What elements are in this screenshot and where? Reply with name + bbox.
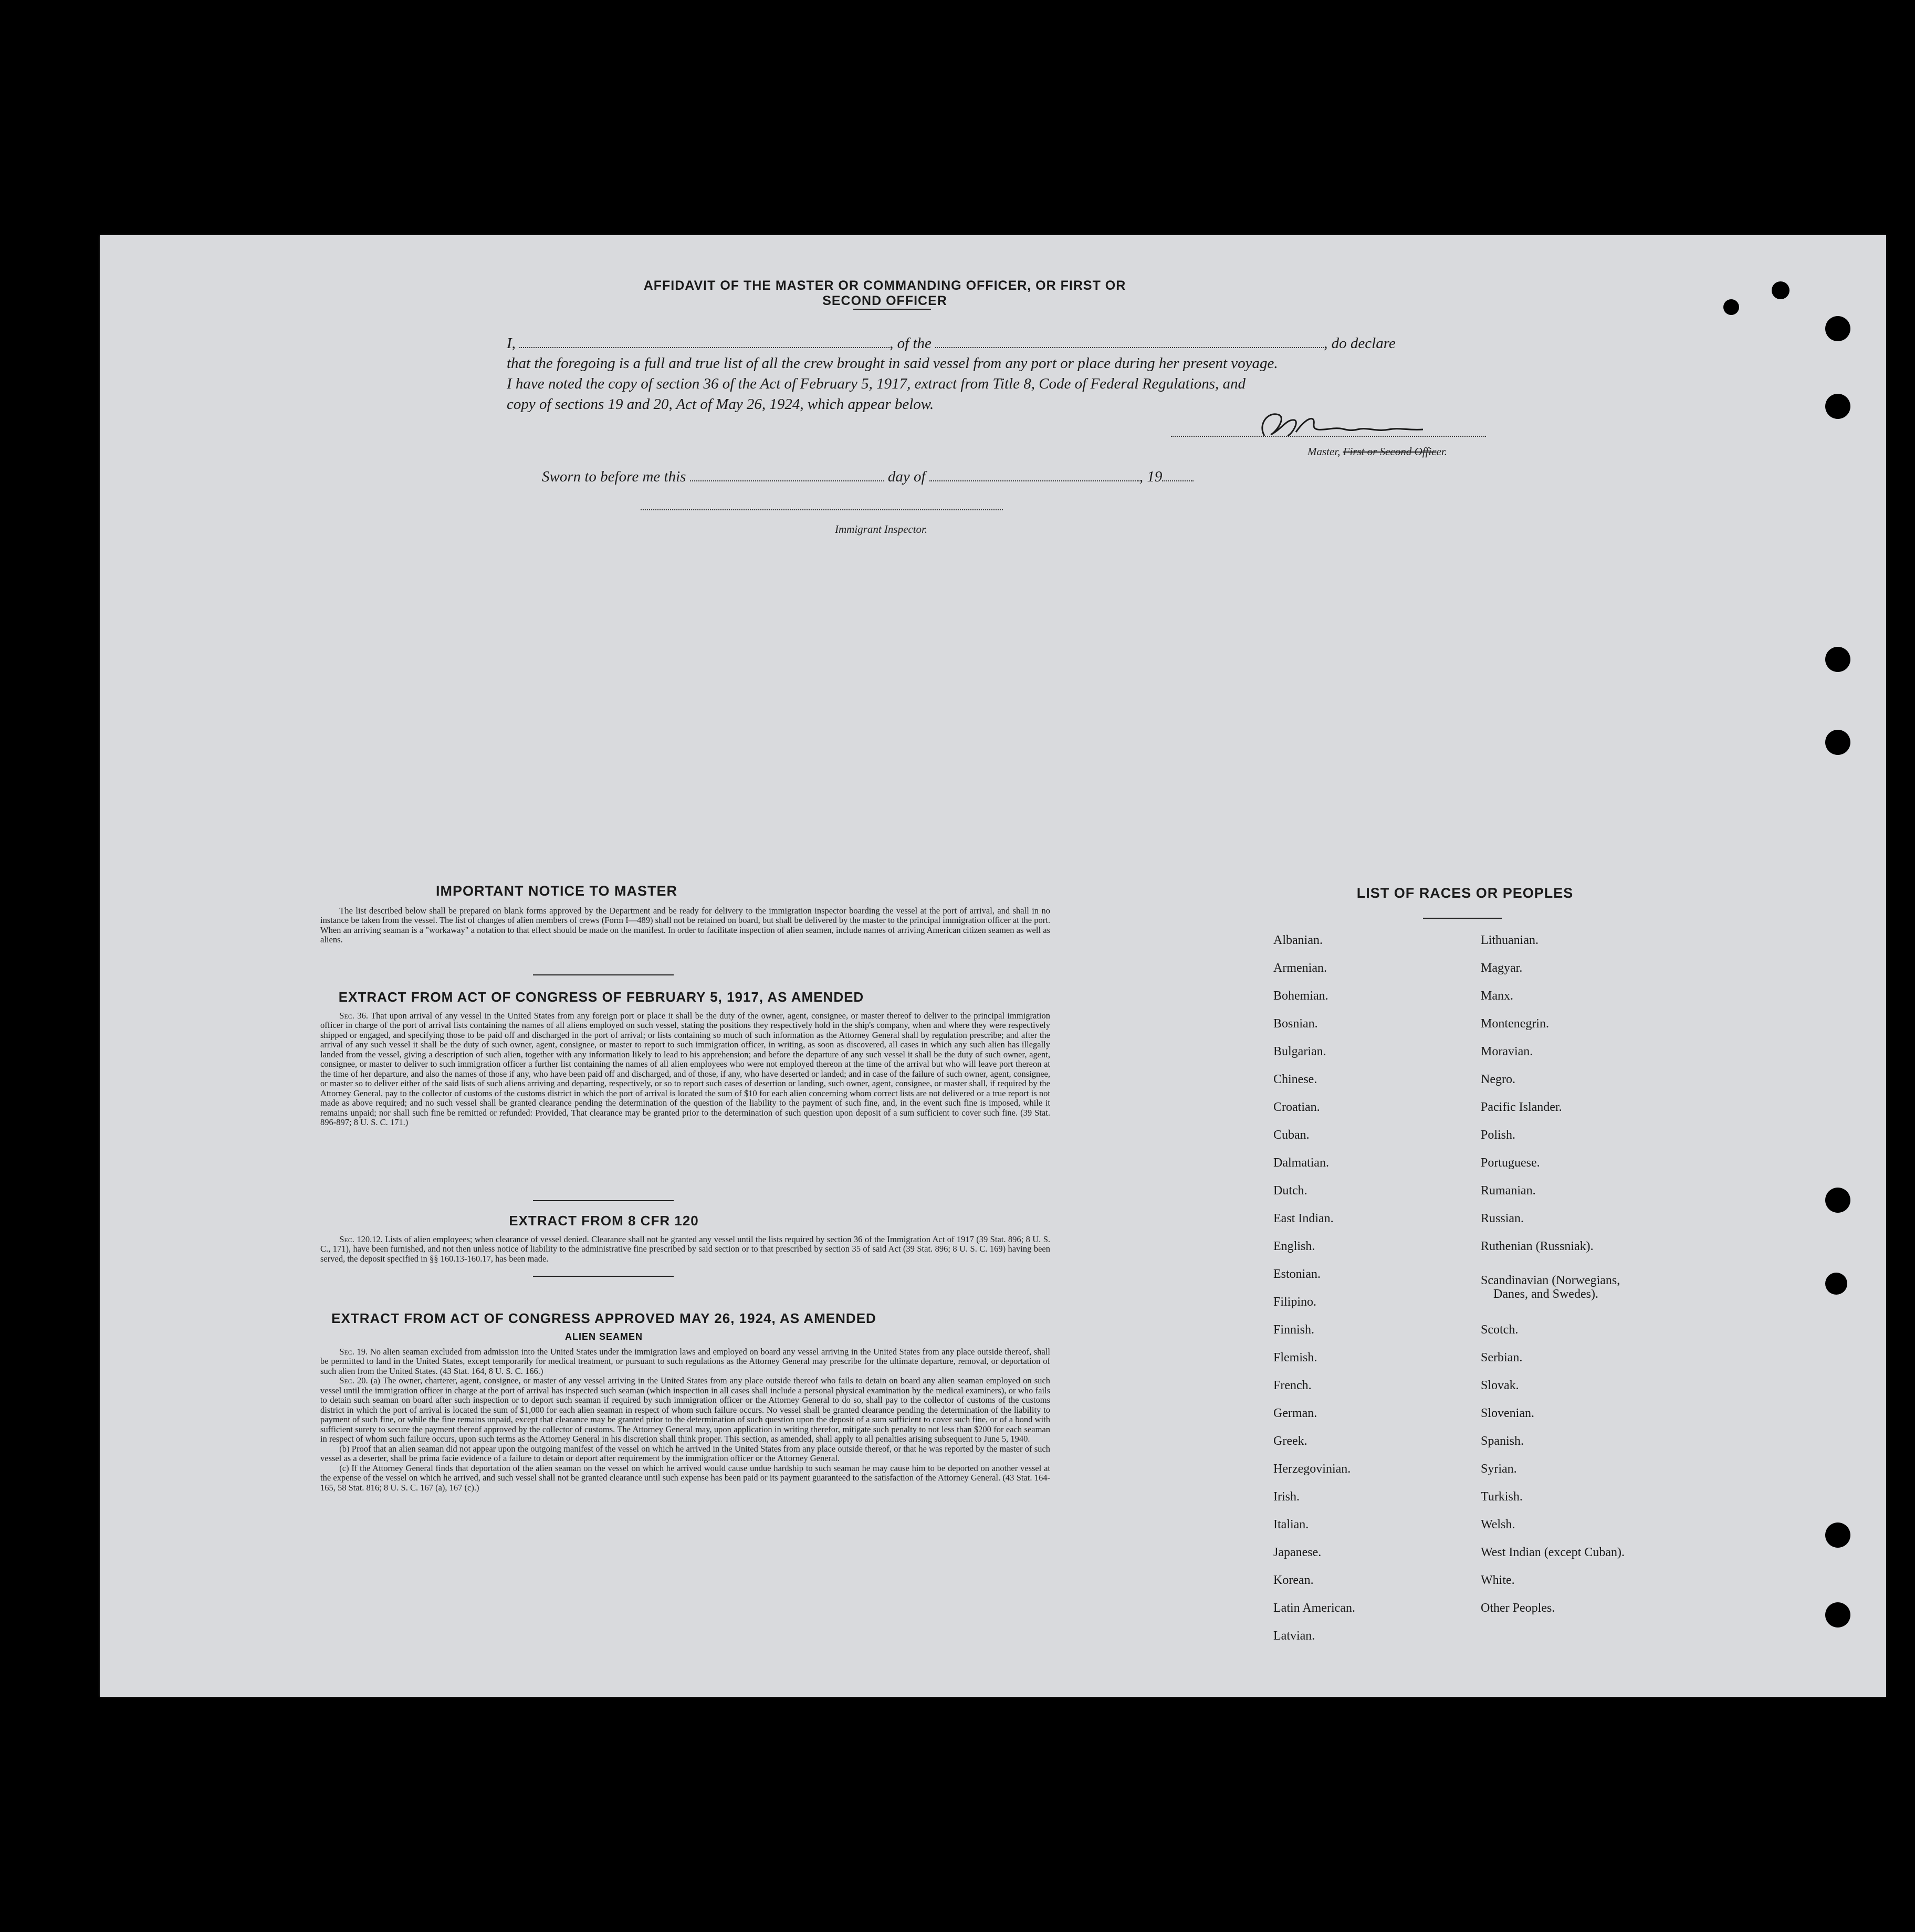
race-item: Spanish. (1481, 1434, 1524, 1448)
notice-heading: IMPORTANT NOTICE TO MASTER (436, 883, 677, 899)
race-item: Scandinavian (Norwegians, (1481, 1274, 1620, 1287)
extract-1917-rule (533, 1200, 674, 1201)
race-item: Syrian. (1481, 1462, 1517, 1476)
sworn-line (542, 468, 1194, 486)
race-item: Magyar. (1481, 961, 1523, 975)
extract-cfr-heading: EXTRACT FROM 8 CFR 120 (509, 1213, 699, 1228)
race-item: Bohemian. (1273, 989, 1328, 1003)
binder-hole (1825, 730, 1850, 755)
sec-19-label: Sec. 19. (339, 1347, 368, 1357)
affidavit-of-the-label: , of the (890, 335, 932, 352)
binder-hole (1825, 1273, 1847, 1295)
race-item: Armenian. (1273, 961, 1327, 975)
sworn-day-field[interactable] (690, 469, 884, 481)
notice-body (320, 906, 1050, 945)
affidavit-line-1 (507, 335, 1396, 352)
race-item: Moravian. (1481, 1045, 1533, 1058)
notice-paragraph: The list described below shall be prepared on blank forms approved by the Department and be ready for delivery to the immigration inspector boarding the vessel at the port of arrival, and shall in no instance be taken from the vessel. The list of changes of alien members of crews (Form I—489) shall not be retained on board, but shall be delivered by the master to the principal immigration officer at the port. When an arriving seaman is a "workaway" a notation to that effect should be made on the manifest. In order to facilitate inspection of alien seamen, include names of arriving American citizen seamen as well as aliens. (320, 906, 1050, 945)
race-item: Danes, and Swedes). (1493, 1287, 1598, 1301)
binder-hole (1825, 647, 1850, 672)
extract-cfr-body (320, 1235, 1050, 1264)
race-item: White. (1481, 1573, 1515, 1587)
race-item: Irish. (1273, 1490, 1300, 1504)
binder-hole (1825, 394, 1850, 419)
race-item: Negro. (1481, 1073, 1515, 1086)
sworn-day-label: day of (887, 468, 926, 485)
affidavit-line-2: that the foregoing is a full and true list of all the crew brought in said vessel from any port or place during her present voyage. (507, 355, 1278, 372)
race-item: Italian. (1273, 1518, 1309, 1531)
affidavit-line-4: copy of sections 19 and 20, Act of May 26, 1924, which appear below. (507, 396, 934, 413)
sec-120-12-text: Lists of alien employees; when clearance of vessel denied. Clearance shall not be granted any vessel until the lists required by section 36 of the Immigration Act of 1917 (39 Stat. 896; 8 U. S. C., 171), have been furnished, and not then unless notice of liability to the administrative fine prescribed by said section or to that prescribed by section 35 of said Act (39 Stat. 896; 8 U. S. C. 169) having been served, the deposit specified in §§ 160.13-160.17, has been made. (320, 1234, 1051, 1264)
race-item: Japanese. (1273, 1546, 1322, 1559)
race-item: Rumanian. (1481, 1184, 1536, 1198)
race-item: Portuguese. (1481, 1156, 1540, 1170)
sworn-year-label: , 19 (1139, 468, 1163, 485)
race-item: German. (1273, 1406, 1317, 1420)
race-item: Lithuanian. (1481, 933, 1539, 947)
race-item: Filipino. (1273, 1295, 1317, 1309)
race-item: Croatian. (1273, 1100, 1320, 1114)
master-name-field[interactable] (519, 335, 890, 348)
binder-hole (1825, 1522, 1850, 1548)
race-item: Korean. (1273, 1573, 1314, 1587)
race-item: Herzegovinian. (1273, 1462, 1351, 1476)
race-item: Latin American. (1273, 1601, 1355, 1615)
sec-19-text: No alien seaman excluded from admission into the United States under the immigration laws and employed on board any vessel arriving in the United States from any place outside thereof, shall be permitted to land in the United States, except temporarily for medical treatment, or pursuant to such regulations as the Attorney General may prescribe for the ultimate departure, removal, or deportation of such alien from the United States. (43 Stat. 164, 8 U. S. C. 166.) (320, 1347, 1050, 1376)
affidavit-i-label: I, (507, 335, 516, 352)
binder-hole (1825, 316, 1850, 341)
race-item: Polish. (1481, 1128, 1516, 1142)
race-item: Welsh. (1481, 1518, 1515, 1531)
race-item: Scotch. (1481, 1323, 1519, 1337)
affidavit-declare-label: , do declare (1324, 335, 1396, 352)
race-item: Flemish. (1273, 1351, 1317, 1364)
sworn-prefix: Sworn to before me this (542, 468, 686, 485)
races-heading: LIST OF RACES OR PEOPLES (1356, 885, 1574, 901)
affidavit-line-3: I have noted the copy of section 36 of the Act of February 5, 1917, extract from Title 8, Code of Federal Regulations, and (507, 375, 1246, 392)
sec-20c-text: (c) If the Attorney General finds that deportation of the alien seaman on the vessel on which he arrived would cause undue hardship to such seaman he may cause him to be deported on another vessel at the expense of the vessel on which he arrived, and such vessel shall not be granted clearance until such expense has been paid or its payment guaranteed to the satisfaction of the Attorney General. (43 Stat. 164-165, 58 Stat. 816; 8 U. S. C. 167 (a), 167 (c).) (320, 1463, 1050, 1493)
race-item: Cuban. (1273, 1128, 1310, 1142)
signature-line[interactable] (1171, 436, 1486, 437)
race-item: Dutch. (1273, 1184, 1307, 1198)
sec-36-label: Sec. 36. (339, 1011, 368, 1021)
race-item: Pacific Islander. (1481, 1100, 1562, 1114)
extract-1917-body (320, 1011, 1050, 1128)
extract-1917-heading: EXTRACT FROM ACT OF CONGRESS OF FEBRUARY 5, 1917, AS AMENDED (338, 989, 864, 1005)
sworn-year-field[interactable] (1162, 469, 1194, 481)
signature-label-end: er. (1436, 445, 1447, 458)
race-item: Bosnian. (1273, 1017, 1318, 1031)
sec-36-text: That upon arrival of any vessel in the United States from any foreign port or place it shall be the duty of the owner, agent, consignee, or master thereof to deliver to the principal immigration officer in charge of the port of arrival lists containing the names of all aliens employed on such vessel, stating the positions they respectively hold in the ship's company, when and where they were respectively shipped or engaged, and specifying those to be paid off and discharged in the port of arrival; or lists containing so much of such information as the Attorney General shall by regulation prescribe; and after the arrival of any such vessel it shall be the duty of such owner, agent, consignee, or master to report to such immigration officer, in writing, as soon as discovered, all cases in which any such alien has illegally landed from the vessel, giving a description of such alien, together with any information likely to lead to his apprehension; and before the departure of any such vessel it shall be the duty of such owner, agent, consignee, or master to deliver to such immigration officer a further list containing the names of all alien employees who were not employed thereon at the time of the arrival but who will leave port thereon at the time of her departure, and also the names of those if any, who have been paid off and discharged, and of those, if any, who have deserted or landed; and in case of the failure of such owner, agent, consignee, or master so to deliver either of the said lists of such aliens arriving and departing, respectively, or so to report such cases of desertion or landing, such owner, agent, consignee, or master shall, if required by the Attorney General, pay to the collector of customs of the customs district in which the port of arrival is located the sum of $10 for each alien concerning whom correct lists are not delivered or a true report is not made as above required; and no such vessel shall be granted clearance pending the determination of the question of the liability to the payment of such fine, and, in the event such fine is imposed, while it remains unpaid; nor shall such fine be remitted or refunded: Provided, That clearance may be granted prior to the determination of such question upon deposit of a sum sufficient to cover such fine. (39 Stat. 896-897; 8 U. S. C. 171.) (320, 1011, 1051, 1128)
sworn-month-field[interactable] (929, 469, 1139, 481)
race-item: Greek. (1273, 1434, 1307, 1448)
race-item: Slovak. (1481, 1379, 1519, 1392)
affidavit-rule (853, 309, 931, 310)
race-item: Dalmatian. (1273, 1156, 1329, 1170)
race-item: Montenegrin. (1481, 1017, 1549, 1031)
binder-hole (1825, 1602, 1850, 1628)
master-signature (1255, 408, 1428, 445)
race-item: Slovenian. (1481, 1406, 1534, 1420)
race-item: Turkish. (1481, 1490, 1523, 1504)
notice-rule (533, 974, 674, 975)
inspector-label: Immigrant Inspector. (835, 523, 928, 536)
race-item: Finnish. (1273, 1323, 1315, 1337)
signature-label-struck: First or Second Offic (1343, 445, 1437, 458)
race-item: Albanian. (1273, 933, 1323, 947)
race-item: Estonian. (1273, 1267, 1321, 1281)
sec-20b-text: (b) Proof that an alien seaman did not appear upon the outgoing manifest of the vessel on which he arrived in the United States from any place outside thereof, or that he was reported by the master of such vessel as a deserter, shall be prima facie evidence of a failure to detain or deport after requirement by the immigration officer or the Attorney General. (320, 1443, 1050, 1464)
inspector-signature-line[interactable] (641, 509, 1003, 510)
race-item: Latvian. (1273, 1629, 1315, 1643)
extract-cfr-rule (533, 1276, 674, 1277)
binder-hole (1723, 299, 1739, 315)
signature-label (1307, 445, 1447, 458)
sec-20-label: Sec. 20. (339, 1376, 368, 1386)
race-item: Russian. (1481, 1212, 1524, 1225)
race-item: Bulgarian. (1273, 1045, 1326, 1058)
binder-hole (1772, 281, 1790, 299)
extract-1924-heading: EXTRACT FROM ACT OF CONGRESS APPROVED MAY 26, 1924, AS AMENDED (331, 1310, 876, 1326)
race-item: East Indian. (1273, 1212, 1334, 1225)
race-item: West Indian (except Cuban). (1481, 1546, 1625, 1559)
sec-120-12-label: Sec. 120.12. (339, 1234, 383, 1244)
race-item: English. (1273, 1240, 1315, 1253)
extract-1924-body (320, 1347, 1050, 1493)
race-item: Other Peoples. (1481, 1601, 1555, 1615)
affidavit-heading: AFFIDAVIT OF THE MASTER OR COMMANDING OFFICER, OR FIRST OR SECOND OFFICER (643, 278, 1126, 308)
race-item: French. (1273, 1379, 1312, 1392)
races-rule (1423, 918, 1502, 919)
race-item: Ruthenian (Russniak). (1481, 1240, 1594, 1253)
race-item: Serbian. (1481, 1351, 1523, 1364)
document-page (100, 235, 1886, 1697)
sec-20a-text: (a) The owner, charterer, agent, consignee, or master of any vessel arriving in the United States from any place outside thereof who fails to detain on board any alien seaman employed on such vessel until the immigration officer in charge at the port of arrival has inspected such seaman (which inspection in all cases shall include a personal physical examination by the medical examiners), or who fails to detain such seaman on board after such inspection or to deport such seaman if required by such immigration officer or the Attorney General to do so, shall pay to the collector of customs of the customs district in which the port of arrival is located the sum of $1,000 for each alien seaman in respect of whom such failure occurs. No vessel shall be granted clearance pending the determination of the liability to payment of such fine, or while the fine remains unpaid, except that clearance may be granted prior to the determination of such question upon the deposit of a sum sufficient to cover such fine, or of a bond with sufficient surety to secure the payment thereof approved by the collector of customs. The Attorney General may, upon application in writing therefor, mitigate such penalty to not less than $200 for each seaman in respect of whom such failure occurs, upon such terms as the Attorney General in his discretion shall think proper. This section, as amended, shall apply to all penalties arising subsequent to June 5, 1940. (320, 1376, 1050, 1444)
vessel-name-field[interactable] (935, 335, 1324, 348)
binder-hole (1825, 1188, 1850, 1213)
signature-label-master: Master, (1307, 445, 1341, 458)
race-item: Chinese. (1273, 1073, 1317, 1086)
race-item: Manx. (1481, 989, 1513, 1003)
alien-seamen-subheading: ALIEN SEAMEN (564, 1331, 643, 1342)
